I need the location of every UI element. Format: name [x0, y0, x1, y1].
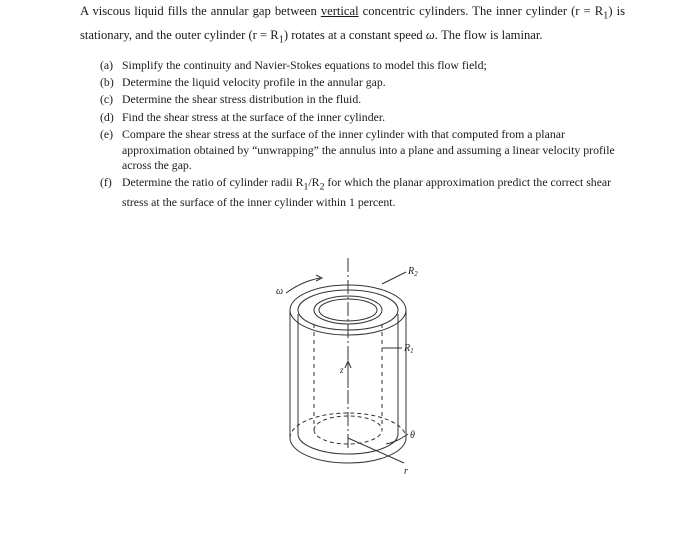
- question-parts-list: [100, 58, 628, 213]
- intro-text-4: ) rotates at a constant speed: [283, 27, 426, 42]
- part-label: (e): [100, 126, 114, 141]
- question-part-e: [100, 127, 628, 174]
- intro-omega: ω: [425, 27, 435, 42]
- part-label: (d): [100, 109, 114, 124]
- omega-rotation-arrow: [286, 278, 320, 293]
- question-part-a: [100, 58, 628, 74]
- part-text-before: Determine the ratio of cylinder radii R: [122, 175, 304, 190]
- intro-text-2: concentric cylinders. The inner cylinder (r = R: [358, 4, 604, 18]
- intro-text-5: . The flow is laminar.: [434, 27, 543, 42]
- part-text-mid: /R: [308, 175, 320, 190]
- intro-subscript-2: 1: [278, 34, 284, 46]
- r-radial-line: [348, 438, 404, 463]
- r1-label: $R_1$: [404, 343, 414, 355]
- intro-subscript-1: 1: [603, 10, 609, 22]
- omega-label: ω: [276, 286, 284, 297]
- intro-text-1: A viscous liquid fills the annular gap between: [80, 4, 321, 18]
- part-text: Determine the shear stress distribution in the fluid.: [122, 92, 362, 107]
- intro-underlined-word: vertical: [320, 4, 359, 18]
- part-subscript-b: 2: [319, 181, 325, 193]
- theta-label: θ: [410, 430, 415, 441]
- part-text: Find the shear stress at the surface of the inner cylinder.: [122, 109, 386, 124]
- r2-label: $R_2$: [408, 266, 418, 278]
- part-label: (f): [100, 175, 112, 190]
- concentric-cylinders-diagram: [270, 248, 440, 483]
- problem-statement: [80, 2, 625, 49]
- part-text: Determine the liquid velocity profile in the annular gap.: [122, 75, 386, 90]
- part-text-after: for which the planar approximation predict the correct shear stress at the surface of the inner cylinder within 1 percent.: [122, 175, 612, 210]
- part-label: (b): [100, 75, 114, 90]
- r-label: r: [404, 466, 408, 477]
- z-label: z: [340, 365, 344, 375]
- question-part-f: [100, 175, 628, 211]
- part-subscript-a: 1: [303, 181, 309, 193]
- intro-text-3: ) is stationary, and the outer cylinder (r = R: [80, 4, 625, 42]
- r2-leader-line: [382, 272, 406, 284]
- part-label: (c): [100, 92, 114, 107]
- question-part-c: [100, 92, 628, 108]
- part-text: Simplify the continuity and Navier-Stokes equations to model this flow field;: [122, 58, 487, 72]
- part-label: (a): [100, 58, 114, 72]
- part-text: Compare the shear stress at the surface of the inner cylinder with that computed from a planar approximation obtained by “unwrapping” the annulus into a plane and assuming a linear velocity profile across the gap.: [122, 126, 615, 173]
- question-part-d: [100, 110, 628, 126]
- question-part-b: [100, 75, 628, 91]
